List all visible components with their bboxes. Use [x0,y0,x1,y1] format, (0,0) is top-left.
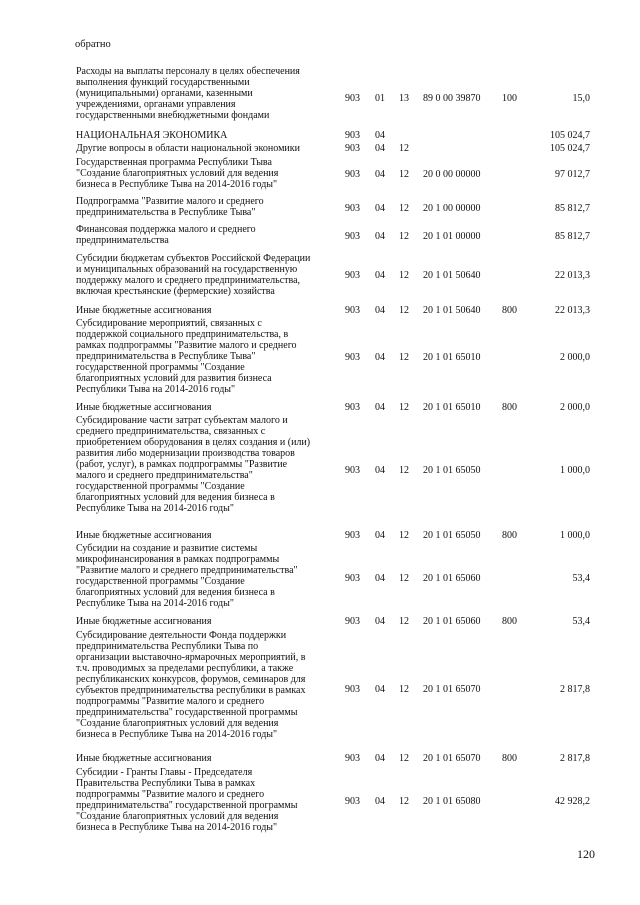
row-description: Иные бюджетные ассигнования [76,530,212,541]
amount: 42 928,2 [555,796,590,807]
ved-code: 903 [345,530,360,541]
section-code: 04 [375,305,385,316]
subsection-code: 12 [399,352,409,363]
target-article-code: 20 1 01 65010 [423,402,481,413]
amount: 15,0 [572,93,590,104]
section-code: 04 [375,753,385,764]
subsection-code: 12 [399,796,409,807]
ved-code: 903 [345,203,360,214]
ved-code: 903 [345,465,360,476]
row-description: Другие вопросы в области национальной экономики [76,143,300,154]
amount: 105 024,7 [550,143,590,154]
amount: 22 013,3 [555,305,590,316]
amount: 2 000,0 [560,352,590,363]
row-description: НАЦИОНАЛЬНАЯ ЭКОНОМИКА [76,130,228,141]
section-code: 04 [375,402,385,413]
subsection-code: 12 [399,305,409,316]
ved-code: 903 [345,616,360,627]
expense-type-code: 100 [502,93,517,104]
amount: 97 012,7 [555,169,590,180]
expense-type-code: 800 [502,305,517,316]
subsection-code: 12 [399,573,409,584]
amount: 105 024,7 [550,130,590,141]
ved-code: 903 [345,143,360,154]
section-code: 04 [375,352,385,363]
target-article-code: 20 1 01 65070 [423,753,481,764]
target-article-code: 20 1 01 50640 [423,305,481,316]
target-article-code: 20 1 01 65010 [423,352,481,363]
section-code: 04 [375,796,385,807]
amount: 2 817,8 [560,684,590,695]
section-code: 04 [375,231,385,242]
section-code: 04 [375,465,385,476]
target-article-code: 20 1 01 65050 [423,530,481,541]
ved-code: 903 [345,796,360,807]
target-article-code: 20 1 01 00000 [423,231,481,242]
section-code: 04 [375,684,385,695]
target-article-code: 20 1 01 65070 [423,684,481,695]
section-code: 04 [375,143,385,154]
row-description: Субсидирование части затрат субъектам малого и среднего предпринимательства, связанных с приобретением оборудования в целях создания и (или) развития либо модернизации производства товаров (работ, услуг), в рамках подпрограммы "Развитие малого и среднего предпринимательства" государственной программы "Создание благоприятных условий для ведения бизнеса в Республике Тыва на 2014-2016 годы" [76,415,311,514]
amount: 2 817,8 [560,753,590,764]
subsection-code: 12 [399,169,409,180]
amount: 85 812,7 [555,231,590,242]
subsection-code: 12 [399,231,409,242]
ved-code: 903 [345,169,360,180]
subsection-code: 12 [399,753,409,764]
ved-code: 903 [345,753,360,764]
subsection-code: 12 [399,270,409,281]
amount: 53,4 [572,573,590,584]
page-number: 120 [577,847,595,861]
section-code: 01 [375,93,385,104]
amount: 53,4 [572,616,590,627]
subsection-code: 12 [399,465,409,476]
ved-code: 903 [345,684,360,695]
section-code: 04 [375,130,385,141]
ved-code: 903 [345,130,360,141]
subsection-code: 12 [399,402,409,413]
section-code: 04 [375,530,385,541]
ved-code: 903 [345,93,360,104]
ved-code: 903 [345,270,360,281]
target-article-code: 20 1 00 00000 [423,203,481,214]
section-code: 04 [375,573,385,584]
ved-code: 903 [345,573,360,584]
amount: 1 000,0 [560,530,590,541]
target-article-code: 20 1 01 65050 [423,465,481,476]
expense-type-code: 800 [502,616,517,627]
row-description: Финансовая поддержка малого и среднего предпринимательства [76,224,256,246]
subsection-code: 12 [399,684,409,695]
row-description: Иные бюджетные ассигнования [76,753,212,764]
row-description: Субсидии бюджетам субъектов Российской Федерации и муниципальных образований на государственную поддержку малого и среднего предпринимательства, включая крестьянские (фермерские) хозяйства [76,253,311,297]
row-description: Иные бюджетные ассигнования [76,616,212,627]
amount: 85 812,7 [555,203,590,214]
amount: 22 013,3 [555,270,590,281]
target-article-code: 20 1 01 50640 [423,270,481,281]
amount: 2 000,0 [560,402,590,413]
expense-type-code: 800 [502,753,517,764]
expense-type-code: 800 [502,530,517,541]
target-article-code: 20 1 01 65060 [423,616,481,627]
row-description: Государственная программа Республики Тыва "Создание благоприятных условий для ведения бизнеса в Республике Тыва на 2014-2016 годы" [76,157,279,190]
target-article-code: 20 1 01 65080 [423,796,481,807]
row-description: Подпрограмма "Развитие малого и среднего предпринимательства в Республике Тыва" [76,196,264,218]
section-code: 04 [375,616,385,627]
row-description: Субсидии на создание и развитие системы микрофинансирования в рамках подпрограммы "Развитие малого и среднего предпринимательства" государственной программы "Создание благоприятных условий для ведения бизнеса в Республике Тыва на 2014-2016 годы" [76,543,298,609]
amount: 1 000,0 [560,465,590,476]
row-description: Субсидии - Гранты Главы - Председателя Правительства Республики Тыва в рамках подпрограммы "Развитие малого и среднего предпринимательства" государственной программы "Создание благоприятных условий для ведения бизнеса в Республике Тыва на 2014-2016 годы" [76,767,298,833]
expense-type-code: 800 [502,402,517,413]
section-code: 04 [375,270,385,281]
ved-code: 903 [345,352,360,363]
target-article-code: 20 1 01 65060 [423,573,481,584]
target-article-code: 20 0 00 00000 [423,169,481,180]
subsection-code: 12 [399,143,409,154]
ved-code: 903 [345,305,360,316]
section-code: 04 [375,169,385,180]
subsection-code: 13 [399,93,409,104]
top-note: обратно [75,39,111,50]
row-description: Субсидирование деятельности Фонда поддержки предпринимательства Республики Тыва по организации выставочно-ярмарочных мероприятий, в т.ч. проводимых за пределами республики, а также республиканских конкурсов, форумов, семинаров для субъектов предпринимательства республики в рамках подпрограммы "Развитие малого и среднего предпринимательства" государственной программы "Создание благоприятных условий для ведения бизнеса в Республике Тыва на 2014-2016 годы" [76,630,306,740]
subsection-code: 12 [399,203,409,214]
ved-code: 903 [345,231,360,242]
row-description: Иные бюджетные ассигнования [76,402,212,413]
target-article-code: 89 0 00 39870 [423,93,481,104]
ved-code: 903 [345,402,360,413]
row-description: Расходы на выплаты персоналу в целях обеспечения выполнения функций государственными (муниципальными) органами, казенными учреждениями, органами управления государственными внебюджетными фондами [76,66,300,121]
subsection-code: 12 [399,530,409,541]
row-description: Иные бюджетные ассигнования [76,305,212,316]
subsection-code: 12 [399,616,409,627]
row-description: Субсидирование мероприятий, связанных с поддержкой социального предпринимательства, в рамках подпрограммы "Развитие малого и среднего предпринимательства в Республике Тыва" государственной программы "Создание благоприятных условий для развития бизнеса Республики Тыва на 2014-2016 годы" [76,318,297,395]
section-code: 04 [375,203,385,214]
